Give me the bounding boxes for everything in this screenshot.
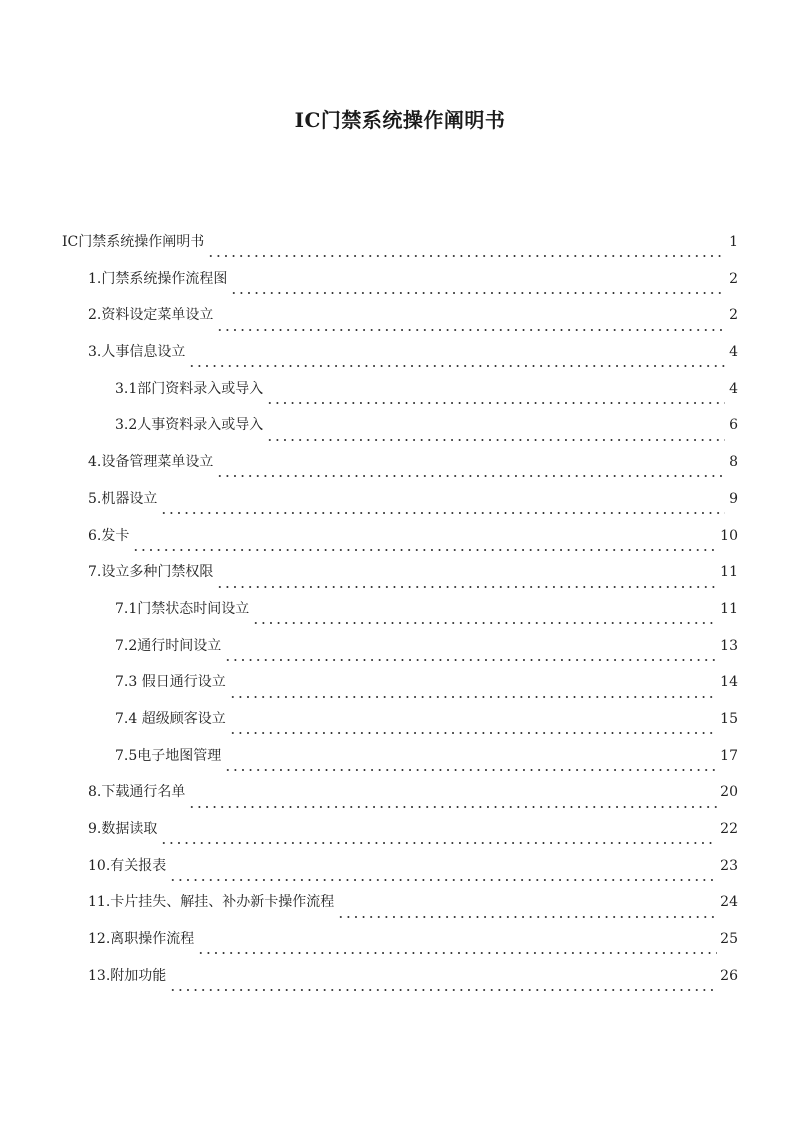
toc-entry-label: 7.1门禁状态时间设立 bbox=[115, 600, 250, 617]
toc-entry-label: 13.附加功能 bbox=[88, 967, 167, 984]
toc-entry-label: 3.1部门资料录入或导入 bbox=[115, 380, 264, 397]
toc-entry-label: 7.5电子地图管理 bbox=[115, 747, 222, 764]
toc-dot-leader bbox=[337, 905, 717, 919]
toc-entry-label: 10.有关报表 bbox=[88, 857, 167, 874]
toc-entry[interactable] bbox=[62, 303, 738, 340]
toc-page-number: 6 bbox=[729, 417, 738, 434]
toc-entry[interactable] bbox=[62, 854, 738, 891]
toc-page-number: 1 bbox=[729, 234, 738, 250]
toc-dot-leader bbox=[224, 648, 717, 662]
toc-dot-leader bbox=[188, 795, 717, 809]
toc-entry[interactable] bbox=[62, 744, 738, 781]
toc-entry-label: 7.设立多种门禁权限 bbox=[88, 564, 214, 581]
toc-entry-label: 4.设备管理菜单设立 bbox=[88, 454, 214, 471]
toc-page-number: 2 bbox=[729, 270, 738, 287]
toc-entry[interactable] bbox=[62, 817, 738, 854]
toc-entry[interactable] bbox=[62, 560, 738, 597]
toc-dot-leader bbox=[188, 354, 725, 368]
toc-dot-leader bbox=[229, 685, 717, 699]
toc-page-number: 2 bbox=[729, 307, 738, 324]
toc-entry-label: 11.卡片挂失、解挂、补办新卡操作流程 bbox=[88, 894, 335, 911]
toc-entry[interactable] bbox=[62, 780, 738, 817]
toc-entry[interactable] bbox=[62, 890, 738, 927]
toc-entry-label: 7.2通行时间设立 bbox=[115, 637, 222, 654]
toc-page-number: 26 bbox=[720, 967, 738, 984]
toc-dot-leader bbox=[230, 281, 725, 295]
toc-entry[interactable] bbox=[62, 450, 738, 487]
toc-page-number: 11 bbox=[720, 600, 738, 617]
table-of-contents bbox=[62, 230, 738, 1000]
toc-entry-label: 8.下载通行名单 bbox=[88, 784, 186, 801]
toc-dot-leader bbox=[207, 244, 725, 258]
toc-entry[interactable] bbox=[62, 707, 738, 744]
toc-entry[interactable] bbox=[62, 340, 738, 377]
toc-page-number: 25 bbox=[720, 931, 738, 948]
toc-entry[interactable] bbox=[62, 597, 738, 634]
toc-entry-label: IC门禁系统操作阐明书 bbox=[62, 234, 205, 250]
toc-entry-label: 3.人事信息设立 bbox=[88, 344, 186, 361]
toc-dot-leader bbox=[216, 575, 717, 589]
toc-page-number: 15 bbox=[720, 710, 738, 727]
toc-entry-label: 5.机器设立 bbox=[88, 490, 158, 507]
toc-page-number: 8 bbox=[729, 454, 738, 471]
toc-entry[interactable] bbox=[62, 964, 738, 1001]
toc-entry-label: 12.离职操作流程 bbox=[88, 931, 195, 948]
toc-entry-label: 7.4 超级顾客设立 bbox=[115, 710, 226, 727]
toc-dot-leader bbox=[216, 318, 725, 332]
toc-entry-label: 1.门禁系统操作流程图 bbox=[88, 270, 228, 287]
toc-page-number: 4 bbox=[729, 344, 738, 361]
toc-entry[interactable] bbox=[62, 634, 738, 671]
toc-entry[interactable] bbox=[62, 927, 738, 964]
toc-dot-leader bbox=[266, 428, 725, 442]
toc-entry[interactable] bbox=[62, 377, 738, 414]
toc-entry-label: 6.发卡 bbox=[88, 527, 130, 544]
toc-page-number: 17 bbox=[720, 747, 738, 764]
toc-entry[interactable] bbox=[62, 267, 738, 304]
toc-dot-leader bbox=[216, 464, 725, 478]
toc-dot-leader bbox=[160, 831, 717, 845]
page-title: IC门禁系统操作阐明书 bbox=[294, 108, 506, 132]
toc-page-number: 11 bbox=[720, 564, 738, 581]
toc-page-number: 10 bbox=[720, 527, 738, 544]
toc-entry[interactable] bbox=[62, 413, 738, 450]
toc-page-number: 22 bbox=[720, 821, 738, 837]
toc-page-number: 23 bbox=[720, 857, 738, 874]
toc-dot-leader bbox=[160, 501, 725, 515]
toc-dot-leader bbox=[252, 611, 717, 625]
toc-dot-leader bbox=[229, 721, 717, 735]
toc-entry[interactable] bbox=[62, 524, 738, 561]
toc-page-number: 9 bbox=[729, 490, 738, 507]
toc-dot-leader bbox=[169, 978, 717, 992]
toc-page-number: 24 bbox=[720, 894, 738, 911]
toc-entry[interactable] bbox=[62, 487, 738, 524]
toc-entry-label: 9.数据读取 bbox=[88, 821, 158, 837]
toc-page-number: 13 bbox=[720, 637, 738, 654]
toc-dot-leader bbox=[169, 868, 717, 882]
toc-dot-leader bbox=[266, 391, 725, 405]
toc-entry[interactable] bbox=[62, 230, 738, 267]
toc-dot-leader bbox=[197, 941, 717, 955]
toc-entry-label: 2.资料设定菜单设立 bbox=[88, 307, 214, 324]
toc-entry-label: 3.2人事资料录入或导入 bbox=[115, 417, 264, 434]
toc-page-number: 14 bbox=[720, 674, 738, 691]
toc-dot-leader bbox=[132, 538, 717, 552]
toc-entry-label: 7.3 假日通行设立 bbox=[115, 674, 226, 691]
toc-page-number: 20 bbox=[720, 784, 738, 801]
toc-entry[interactable] bbox=[62, 670, 738, 707]
toc-page-number: 4 bbox=[729, 380, 738, 397]
toc-dot-leader bbox=[224, 758, 717, 772]
